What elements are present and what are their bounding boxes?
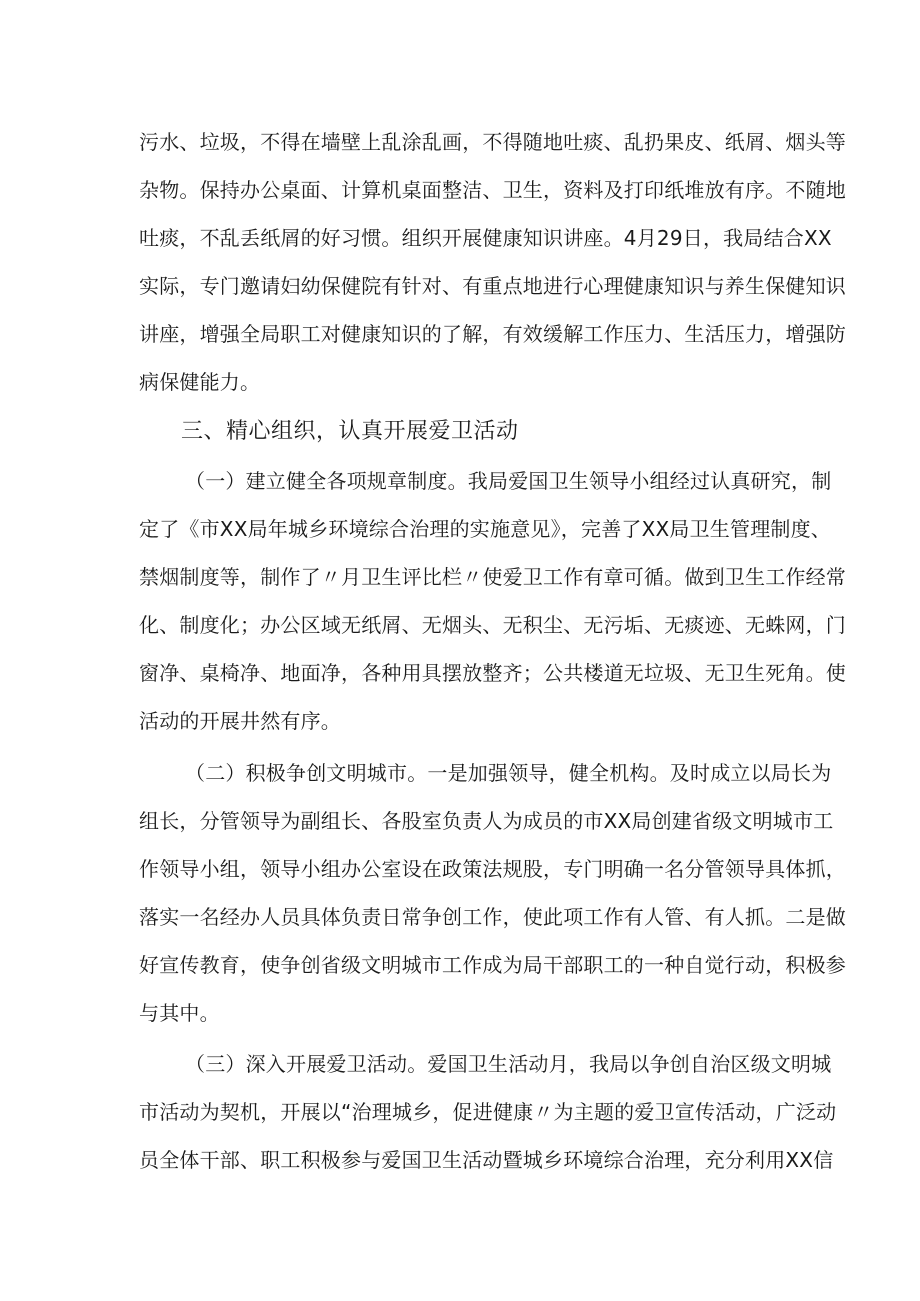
text-line: 定了《市XX局年城乡环境综合治理的实施意见》，完善了XX局卫生管理制度、 — [139, 517, 832, 541]
text-line: 污水、垃圾，不得在墙壁上乱涂乱画，不得随地吐痰、乱扔果皮、纸屑、烟头等 — [139, 130, 846, 154]
text-line: 作领导小组，领导小组办公室设在政策法规股，专门明确一名分管领导具体抓， — [139, 857, 846, 881]
section-heading: 三、精心组织，认真开展爱卫活动 — [181, 419, 519, 444]
text-line: 化、制度化；办公区域无纸屑、无烟头、无积尘、无污垢、无痰迹、无蛛网，门 — [139, 613, 846, 637]
text-line: 活动的开展井然有序。 — [139, 709, 341, 733]
text-line: 市活动为契机，开展以“治理城乡，促进健康〃为主题的爱卫宣传活动，广泛动 — [139, 1100, 837, 1124]
text-line: 员全体干部、职工积极参与爱国卫生活动暨城乡环境综合治理，充分利用XX信 — [139, 1148, 834, 1172]
text-line: 病保健能力。 — [139, 370, 261, 394]
text-line: 落实一名经办人员具体负责日常争创工作，使此项工作有人管、有人抓。二是做 — [139, 905, 846, 929]
text-line: 好宣传教育，使争创省级文明城市工作成为局干部职工的一种自觉行动，积极参 — [139, 953, 846, 977]
text-line: （一）建立健全各项规章制度。我局爱国卫生领导小组经过认真研究，制 — [185, 469, 832, 493]
text-line: 窗净、桌椅净、地面净，各种用具摆放整齐；公共楼道无垃圾、无卫生死角。使 — [139, 661, 846, 685]
text-line: 实际，专门邀请妇幼保健院有针对、有重点地进行心理健康知识与养生保健知识 — [139, 274, 846, 298]
text-line: 吐痰，不乱丢纸屑的好习惯。组织开展健康知识讲座。4月29日，我局结合XX — [139, 226, 832, 250]
text-line: 组长，分管领导为副组长、各股室负责人为成员的市XX局创建省级文明城市工 — [139, 809, 834, 833]
text-line: 讲座，增强全局职工对健康知识的了解，有效缓解工作压力、生活压力，增强防 — [139, 322, 846, 346]
text-line: 禁烟制度等，制作了〃月卫生评比栏〃使爱卫工作有章可循。做到卫生工作经常 — [139, 565, 846, 589]
text-line: 与其中。 — [139, 1001, 220, 1025]
text-line: 杂物。保持办公桌面、计算机桌面整洁、卫生，资料及打印纸堆放有序。不随地 — [139, 178, 846, 202]
text-line: （三）深入开展爱卫活动。爱国卫生活动月，我局以争创自治区级文明城 — [185, 1052, 832, 1076]
text-line: （二）积极争创文明城市。一是加强领导，健全机构。及时成立以局长为 — [185, 761, 832, 785]
